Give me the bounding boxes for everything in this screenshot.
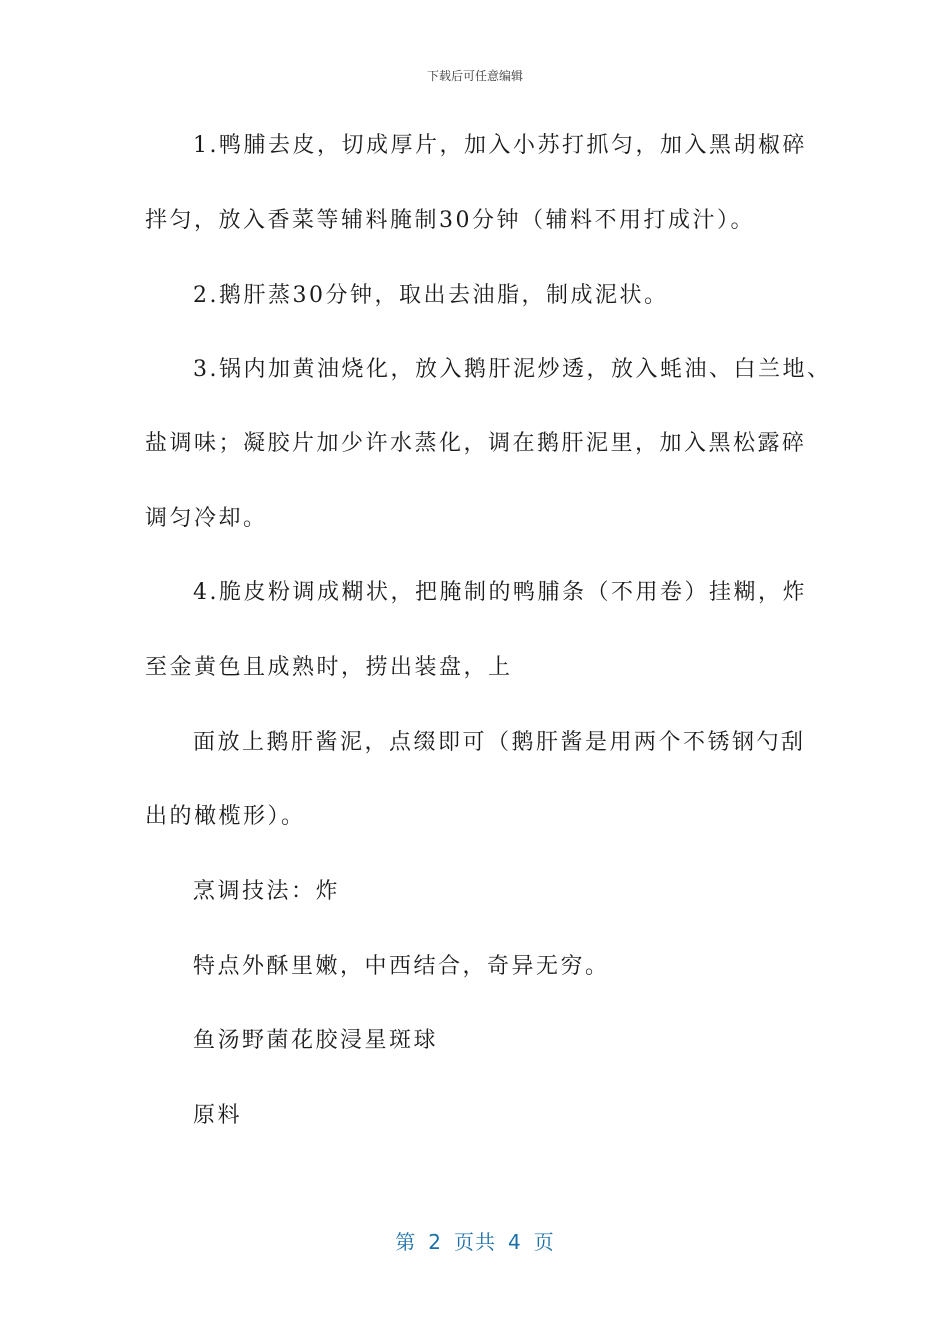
paragraph-line: 烹调技法：炸 <box>193 879 341 904</box>
page-footer <box>0 1226 950 1255</box>
paragraph-line: 特点外酥里嫩，中西结合，奇异无穷。 <box>193 954 610 979</box>
header-note: 下载后可任意编辑 <box>426 69 523 83</box>
section-title: 鱼汤野菌花胶浸星斑球 <box>193 1028 439 1053</box>
paragraph-line: 1.鸭脯去皮，切成厚片，加入小苏打抓匀，加入黑胡椒碎 <box>193 133 807 158</box>
paragraph-line: 盐调味；凝胶片加少许水蒸化，调在鹅肝泥里，加入黑松露碎 <box>145 431 807 456</box>
paragraph-line: 调匀冷却。 <box>145 506 268 531</box>
paragraph-line: 出的橄榄形）。 <box>145 804 306 829</box>
page-label-mid: 页共 <box>454 1230 496 1254</box>
total-pages-number: 4 <box>508 1230 522 1254</box>
page-label-prefix: 第 <box>395 1230 417 1254</box>
page-label-suffix: 页 <box>533 1230 555 1254</box>
paragraph-line: 4.脆皮粉调成糊状，把腌制的鸭脯条（不用卷）挂糊，炸 <box>193 580 807 605</box>
paragraph-line: 3.锅内加黄油烧化，放入鹅肝泥炒透，放入蚝油、白兰地、 <box>193 357 832 382</box>
paragraph-line: 面放上鹅肝酱泥，点缀即可（鹅肝酱是用两个不锈钢勺刮 <box>193 730 806 755</box>
paragraph-line: 至金黄色且成熟时，捞出装盘，上 <box>145 655 513 680</box>
current-page-number: 2 <box>428 1230 442 1254</box>
paragraph-line: 2.鹅肝蒸30分钟，取出去油脂，制成泥状。 <box>193 283 669 308</box>
subsection-title: 原料 <box>193 1103 243 1128</box>
paragraph-line: 拌匀，放入香菜等辅料腌制30分钟（辅料不用打成汁）。 <box>145 208 755 233</box>
